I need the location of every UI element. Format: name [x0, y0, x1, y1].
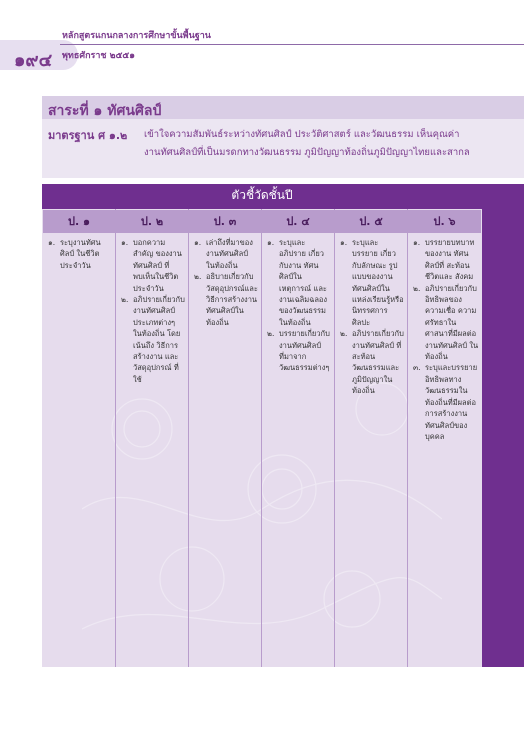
column-header-p4: ป. ๔	[262, 210, 334, 233]
column-divider	[334, 209, 335, 667]
indicator-item: ๑. ระบุและอภิปราย เกี่ยวกับงาน ทัศนศิลป์ใน เหตุการณ์ และ งานเฉลิมฉลอง ของวัฒนธรรม ในท้องถิ่น	[267, 238, 328, 327]
column-body-p4	[267, 237, 331, 374]
standard-text-line-1: เข้าใจความสัมพันธ์ระหว่างทัศนศิลป์ ประวัติศาสตร์ และวัฒนธรรม เห็นคุณค่า	[144, 129, 460, 140]
indicator-item: ๒. อธิบายเกี่ยวกับ วัสดุอุปกรณ์และ วิธีการสร้างงาน ทัศนศิลป์ใน ท้องถิ่น	[194, 272, 258, 327]
column-header-p2: ป. ๒	[116, 210, 188, 233]
column-divider	[188, 209, 189, 667]
indicator-item: ๑. ระบุงานทัศนศิลป์ ในชีวิตประจำวัน	[48, 238, 101, 270]
column-body-p6	[413, 237, 479, 442]
column-body-p1	[48, 237, 112, 271]
standard-text-line-2: งานทัศนศิลป์ที่เป็นมรดกทางวัฒนธรรม ภูมิปัญญาท้องถิ่นภูมิปัญญาไทยและสากล	[144, 147, 470, 158]
column-header-p6: ป. ๖	[408, 210, 481, 233]
running-title: หลักสูตรแกนกลางการศึกษาขั้นพื้นฐาน	[62, 31, 211, 41]
column-divider	[115, 209, 116, 667]
page-number: ๑๙๔	[14, 50, 53, 71]
indicator-item: ๒. อภิปรายเกี่ยวกับ งานทัศนศิลป์ ประเภทต่างๆ ในท้องถิ่น โดยเน้นถึง วิธีการสร้างงาน และวัสดุอุปกรณ์ ที่ใช้	[121, 295, 185, 384]
indicator-item: ๒. อภิปรายเกี่ยวกับ อิทธิพลของ ความเชื่อ ความศรัทธาใน ศาสนาที่มีผลต่อ งานทัศนศิลป์ ในท้องถิ่น	[413, 283, 479, 362]
indicator-item: ๑. บอกความสำคัญ ของงานทัศนศิลป์ ที่พบเห็นในชีวิต ประจำวัน	[121, 238, 182, 293]
column-divider	[261, 209, 262, 667]
strand-title: สาระที่ ๑ ทัศนศิลป์	[48, 103, 162, 119]
column-header-p3: ป. ๓	[189, 210, 261, 233]
indicator-item: ๑. บรรยายบทบาท ของงาน ทัศนศิลป์ที่ สะท้อนชีวิตและ สังคม	[413, 238, 475, 282]
column-body-p2	[121, 237, 185, 385]
indicator-item: ๒. อภิปรายเกี่ยวกับ งานทัศนศิลป์ ที่สะท้อน วัฒนธรรมและ ภูมิปัญญาใน ท้องถิ่น	[340, 329, 404, 396]
indicator-item: ๑. ระบุและบรรยาย เกี่ยวกับลักษณะ รูปแบบของงาน ทัศนศิลป์ใน แหล่งเรียนรู้หรือ นิทรรศการศิลปะ	[340, 238, 404, 327]
indicator-item: ๓. ระบุและบรรยาย อิทธิพลทาง วัฒนธรรมใน ท้องถิ่นที่มีผลต่อ การสร้างงาน ทัศนศิลป์ของ บุคคล	[413, 363, 478, 441]
header-divider	[60, 44, 524, 45]
floral-watermark	[82, 369, 442, 649]
column-header-p5: ป. ๕	[335, 210, 407, 233]
indicator-item: ๒. บรรยายเกี่ยวกับ งานทัศนศิลป์ ที่มาจาก วัฒนธรรมต่างๆ	[267, 329, 330, 373]
indicator-table-title: ตัวชี้วัดชั้นปี	[231, 188, 293, 202]
column-divider	[407, 209, 408, 667]
standard-label: มาตรฐาน ศ ๑.๒	[48, 129, 128, 142]
running-subtitle: พุทธศักราช ๒๕๕๑	[62, 51, 135, 61]
column-body-p3	[194, 237, 258, 328]
indicator-item: ๑. เล่าถึงที่มาของ งานทัศนศิลป์ ในท้องถิ่น	[194, 238, 253, 270]
column-body-p5	[340, 237, 404, 397]
column-header-p1: ป. ๑	[43, 210, 115, 233]
